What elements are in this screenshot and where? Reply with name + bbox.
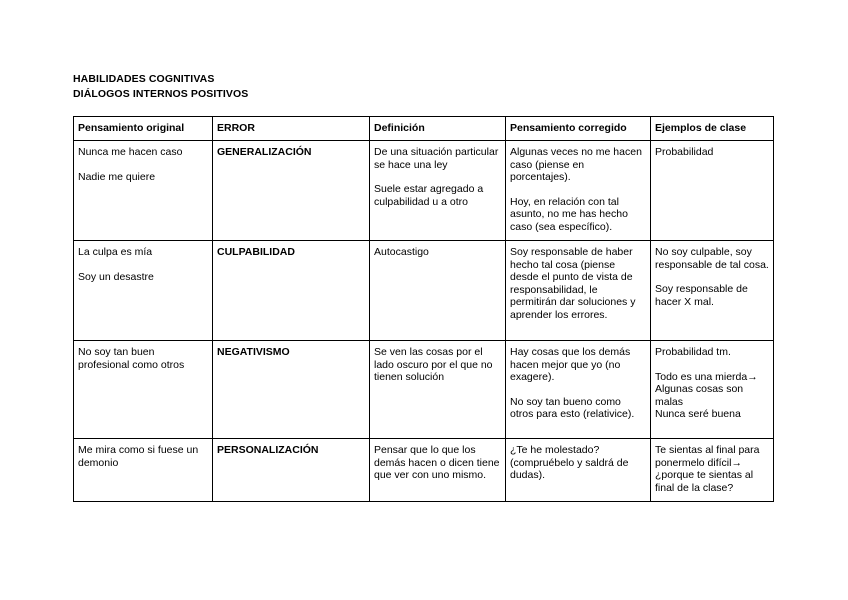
cell-text: Soy un desastre — [78, 270, 154, 283]
cell-text: Soy responsable de haber hecho tal cosa (piense desde el punto de vista de responsabilidad, le permitirán dar soluciones y aprender los errores. — [510, 246, 636, 321]
cell-original-thought — [74, 241, 213, 341]
table-row — [74, 241, 774, 341]
cell-error: NEGATIVISMO — [213, 341, 370, 439]
cell-text: Pensar que lo que los demás hacen o dicen tiene que ver con uno mismo. — [374, 444, 500, 482]
document-subtitle: DIÁLOGOS INTERNOS POSITIVOS — [73, 88, 249, 100]
cell-error: GENERALIZACIÓN — [213, 141, 370, 241]
cell-text: De una situación particular se hace una ley — [374, 146, 499, 171]
cell-text: ¿Te he molestado? (compruébelo y saldrá de dudas). — [510, 444, 629, 482]
cell-text: Suele estar agregado a culpabilidad u a otro — [374, 183, 484, 208]
cell-original-thought — [74, 439, 213, 502]
cell-definition — [370, 341, 506, 439]
cell-corrected-thought — [506, 241, 651, 341]
column-header-original-thought: Pensamiento original — [74, 117, 213, 141]
cell-definition — [370, 141, 506, 241]
cell-text: Algunas cosas son malas — [655, 383, 744, 408]
cell-text: Soy responsable de hacer X mal. — [655, 283, 748, 308]
cell-text: Algunas veces no me hacen caso (piense en porcentajes). — [510, 146, 642, 184]
cell-text: Probabilidad tm. — [655, 346, 731, 358]
cell-definition — [370, 241, 506, 341]
table-row — [74, 341, 774, 439]
column-header-definition: Definición — [370, 117, 506, 141]
cell-text: Me mira como si fuese un demonio — [78, 444, 199, 469]
cell-original-thought — [74, 341, 213, 439]
cell-error: PERSONALIZACIÓN — [213, 439, 370, 502]
column-header-class-examples: Ejemplos de clase — [651, 117, 774, 141]
cell-text: Hay cosas que los demás hacen mejor que yo (no exagere). — [510, 346, 631, 384]
cell-text: Probabilidad — [655, 146, 714, 158]
cell-text: Nunca me hacen caso — [78, 146, 183, 158]
cell-text: No soy tan bueno como otros para esto (relativice). — [510, 395, 635, 421]
cognitive-skills-table — [73, 116, 774, 502]
cell-text: Te sientas al final para ponermelo difícil→ ¿porque te sientas al final de la clase? — [655, 444, 760, 494]
cell-corrected-thought — [506, 141, 651, 241]
cell-text: La culpa es mía — [78, 246, 153, 258]
cell-class-examples — [651, 341, 774, 439]
table-row — [74, 141, 774, 241]
cell-class-examples — [651, 141, 774, 241]
column-header-error: ERROR — [213, 117, 370, 141]
table-header-row — [74, 117, 774, 141]
cell-class-examples — [651, 241, 774, 341]
document-title: HABILIDADES COGNITIVAS — [73, 73, 215, 85]
cell-text: Nunca seré buena — [655, 408, 741, 421]
cell-text-group — [655, 371, 769, 421]
cell-text: Se ven las cosas por el lado oscuro por el que no tienen solución — [374, 346, 493, 384]
cell-corrected-thought — [506, 341, 651, 439]
document-heading — [73, 72, 248, 102]
table-row — [74, 439, 774, 502]
cell-definition — [370, 439, 506, 502]
cell-text: No soy tan buen profesional como otros — [78, 346, 185, 371]
cell-corrected-thought — [506, 439, 651, 502]
cell-text: Todo es una mierda→ — [655, 370, 758, 383]
cell-class-examples — [651, 439, 774, 502]
cell-text: No soy culpable, soy responsable de tal cosa. — [655, 246, 769, 271]
cell-error: CULPABILIDAD — [213, 241, 370, 341]
cell-text: Hoy, en relación con tal asunto, no me has hecho caso (sea específico). — [510, 195, 628, 233]
cell-original-thought — [74, 141, 213, 241]
cell-text: Autocastigo — [374, 246, 429, 258]
cell-text: Nadie me quiere — [78, 170, 156, 183]
column-header-corrected-thought: Pensamiento corregido — [506, 117, 651, 141]
